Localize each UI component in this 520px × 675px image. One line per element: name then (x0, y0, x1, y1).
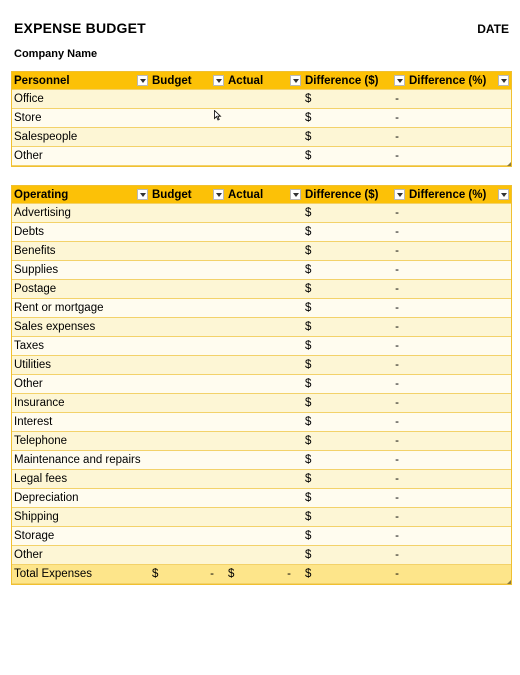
actual-cell[interactable] (226, 337, 303, 355)
total-label: Total Expenses (14, 568, 92, 580)
category-cell[interactable] (12, 90, 150, 108)
budget-cell[interactable] (150, 128, 226, 146)
budget-cell[interactable] (150, 261, 226, 279)
category-label: Store (14, 112, 42, 124)
difference-value: - (395, 473, 399, 485)
total-label-cell[interactable] (12, 565, 150, 583)
budget-cell[interactable] (150, 470, 226, 488)
actual-cell[interactable] (226, 546, 303, 564)
difference-value: - (395, 226, 399, 238)
table-resize-handle[interactable] (507, 580, 511, 584)
difference-percent-cell[interactable] (407, 299, 511, 317)
category-label: Debts (14, 226, 45, 238)
difference-value: - (395, 321, 399, 333)
difference-percent-cell[interactable] (407, 489, 511, 507)
difference-percent-cell[interactable] (407, 242, 511, 260)
category-cell[interactable] (12, 204, 150, 222)
table-row (12, 508, 511, 527)
currency-symbol: $ (305, 340, 312, 352)
category-cell[interactable] (12, 128, 150, 146)
difference-dollar-cell[interactable] (303, 318, 407, 336)
difference-dollar-cell[interactable] (303, 128, 407, 146)
category-label: Shipping (14, 511, 59, 523)
difference-value: - (395, 264, 399, 276)
actual-cell[interactable] (226, 508, 303, 526)
table-row (12, 394, 511, 413)
table-row (12, 356, 511, 375)
filter-dropdown-icon[interactable] (498, 189, 509, 200)
difference-value: - (395, 511, 399, 523)
difference-dollar-cell[interactable] (303, 394, 407, 412)
category-label: Insurance (14, 397, 65, 409)
difference-percent-cell[interactable] (407, 261, 511, 279)
currency-symbol: $ (305, 511, 312, 523)
currency-symbol: $ (305, 359, 312, 371)
table-row (12, 546, 511, 565)
difference-value: - (395, 416, 399, 428)
currency-symbol: $ (305, 549, 312, 561)
budget-cell[interactable] (150, 508, 226, 526)
date-label[interactable]: DATE (477, 22, 509, 36)
category-cell[interactable] (12, 470, 150, 488)
category-label: Utilities (14, 359, 52, 371)
category-label: Telephone (14, 435, 68, 447)
currency-symbol: $ (305, 473, 312, 485)
table-row (12, 451, 511, 470)
table-row (12, 90, 511, 109)
page-title: EXPENSE BUDGET (14, 20, 146, 36)
actual-cell[interactable] (226, 299, 303, 317)
budget-cell[interactable] (150, 147, 226, 165)
category-cell[interactable] (12, 280, 150, 298)
table-row (12, 261, 511, 280)
difference-value: - (395, 131, 399, 143)
difference-dollar-cell[interactable] (303, 451, 407, 469)
column-header[interactable] (226, 186, 303, 203)
currency-symbol: $ (305, 435, 312, 447)
column-header-label: Operating (14, 188, 69, 201)
category-cell[interactable] (12, 546, 150, 564)
difference-dollar-cell[interactable] (303, 280, 407, 298)
difference-value: - (395, 302, 399, 314)
category-label: Storage (14, 530, 55, 542)
table-row (12, 413, 511, 432)
difference-value: - (395, 150, 399, 162)
currency-symbol: $ (305, 378, 312, 390)
actual-cell[interactable] (226, 375, 303, 393)
currency-symbol: $ (305, 530, 312, 542)
currency-symbol: $ (228, 568, 235, 580)
category-cell[interactable] (12, 508, 150, 526)
budget-cell[interactable] (150, 527, 226, 545)
currency-symbol: $ (305, 416, 312, 428)
total-difference-dollar-cell[interactable] (303, 565, 407, 583)
currency-symbol: $ (305, 207, 312, 219)
actual-cell[interactable] (226, 394, 303, 412)
column-header[interactable] (150, 72, 226, 89)
category-cell[interactable] (12, 356, 150, 374)
column-header-label: Difference (%) (409, 188, 487, 201)
currency-symbol: $ (305, 150, 312, 162)
difference-percent-cell[interactable] (407, 413, 511, 431)
category-label: Maintenance and repairs (14, 454, 141, 466)
table-row (12, 489, 511, 508)
currency-symbol: $ (305, 264, 312, 276)
category-label: Taxes (14, 340, 45, 352)
difference-percent-cell[interactable] (407, 204, 511, 222)
category-cell[interactable] (12, 337, 150, 355)
total-value: - (210, 568, 214, 580)
difference-dollar-cell[interactable] (303, 242, 407, 260)
category-cell[interactable] (12, 223, 150, 241)
actual-cell[interactable] (226, 261, 303, 279)
difference-dollar-cell[interactable] (303, 489, 407, 507)
column-header-label: Budget (152, 188, 192, 201)
table-row (12, 147, 511, 166)
difference-percent-cell[interactable] (407, 375, 511, 393)
budget-cell[interactable] (150, 204, 226, 222)
category-label: Supplies (14, 264, 59, 276)
category-label: Salespeople (14, 131, 78, 143)
category-cell[interactable] (12, 451, 150, 469)
difference-value: - (395, 283, 399, 295)
difference-dollar-cell[interactable] (303, 432, 407, 450)
actual-cell[interactable] (226, 356, 303, 374)
category-cell[interactable] (12, 109, 150, 127)
difference-value: - (395, 530, 399, 542)
table-row (12, 109, 511, 128)
category-label: Legal fees (14, 473, 68, 485)
category-label: Office (14, 93, 44, 105)
table-row (12, 432, 511, 451)
difference-dollar-cell[interactable] (303, 223, 407, 241)
table-row (12, 242, 511, 261)
difference-dollar-cell[interactable] (303, 261, 407, 279)
budget-cell[interactable] (150, 90, 226, 108)
difference-percent-cell[interactable] (407, 394, 511, 412)
total-row (12, 565, 511, 584)
difference-value: - (395, 435, 399, 447)
actual-cell[interactable] (226, 489, 303, 507)
currency-symbol: $ (305, 226, 312, 238)
filter-dropdown-icon[interactable] (213, 189, 224, 200)
difference-dollar-cell[interactable] (303, 356, 407, 374)
column-header-label: Difference (%) (409, 74, 487, 87)
difference-value: - (395, 378, 399, 390)
difference-percent-cell[interactable] (407, 147, 511, 165)
category-cell[interactable] (12, 147, 150, 165)
category-cell[interactable] (12, 242, 150, 260)
difference-percent-cell[interactable] (407, 527, 511, 545)
operating-header-row (12, 186, 511, 204)
table-row (12, 223, 511, 242)
difference-dollar-cell[interactable] (303, 337, 407, 355)
difference-value: - (395, 245, 399, 257)
difference-percent-cell[interactable] (407, 90, 511, 108)
currency-symbol: $ (305, 568, 312, 580)
budget-cell[interactable] (150, 242, 226, 260)
difference-percent-cell[interactable] (407, 280, 511, 298)
difference-percent-cell[interactable] (407, 546, 511, 564)
currency-symbol: $ (305, 321, 312, 333)
table-row (12, 280, 511, 299)
operating-table (11, 185, 512, 585)
category-cell[interactable] (12, 527, 150, 545)
difference-dollar-cell[interactable] (303, 299, 407, 317)
column-header[interactable] (150, 186, 226, 203)
currency-symbol: $ (305, 131, 312, 143)
category-cell[interactable] (12, 432, 150, 450)
personnel-header-row (12, 72, 511, 90)
total-actual-cell[interactable] (226, 565, 303, 583)
table-resize-handle[interactable] (507, 162, 511, 166)
column-header[interactable] (407, 72, 511, 89)
difference-value: - (395, 549, 399, 561)
currency-symbol: $ (305, 492, 312, 504)
category-cell[interactable] (12, 394, 150, 412)
category-cell[interactable] (12, 318, 150, 336)
category-label: Other (14, 549, 43, 561)
category-cell[interactable] (12, 489, 150, 507)
budget-cell[interactable] (150, 337, 226, 355)
table-row (12, 318, 511, 337)
actual-cell[interactable] (226, 90, 303, 108)
difference-percent-cell[interactable] (407, 508, 511, 526)
column-header-label: Difference ($) (305, 188, 379, 201)
total-difference-percent-cell[interactable] (407, 565, 511, 583)
filter-dropdown-icon[interactable] (137, 75, 148, 86)
table-row (12, 470, 511, 489)
table-row (12, 299, 511, 318)
difference-dollar-cell[interactable] (303, 470, 407, 488)
budget-cell[interactable] (150, 489, 226, 507)
table-row (12, 128, 511, 147)
column-header[interactable] (303, 186, 407, 203)
difference-dollar-cell[interactable] (303, 508, 407, 526)
difference-dollar-cell[interactable] (303, 413, 407, 431)
difference-dollar-cell[interactable] (303, 109, 407, 127)
column-header-label: Personnel (14, 74, 70, 87)
difference-percent-cell[interactable] (407, 223, 511, 241)
difference-percent-cell[interactable] (407, 451, 511, 469)
category-label: Other (14, 150, 43, 162)
category-label: Advertising (14, 207, 71, 219)
difference-dollar-cell[interactable] (303, 204, 407, 222)
column-header[interactable] (303, 72, 407, 89)
difference-percent-cell[interactable] (407, 109, 511, 127)
actual-cell[interactable] (226, 280, 303, 298)
currency-symbol: $ (305, 245, 312, 257)
category-label: Interest (14, 416, 53, 428)
table-row (12, 337, 511, 356)
difference-value: - (395, 340, 399, 352)
currency-symbol: $ (305, 93, 312, 105)
currency-symbol: $ (305, 302, 312, 314)
actual-cell[interactable] (226, 527, 303, 545)
actual-cell[interactable] (226, 470, 303, 488)
difference-value: - (395, 93, 399, 105)
difference-dollar-cell[interactable] (303, 147, 407, 165)
budget-cell[interactable] (150, 375, 226, 393)
actual-cell[interactable] (226, 451, 303, 469)
filter-dropdown-icon[interactable] (213, 75, 224, 86)
category-label: Benefits (14, 245, 56, 257)
total-value: - (287, 568, 291, 580)
company-name[interactable]: Company Name (14, 48, 98, 60)
difference-dollar-cell[interactable] (303, 546, 407, 564)
table-row (12, 527, 511, 546)
difference-percent-cell[interactable] (407, 337, 511, 355)
category-cell[interactable] (12, 261, 150, 279)
category-label: Sales expenses (14, 321, 96, 333)
currency-symbol: $ (305, 112, 312, 124)
mouse-pointer-icon (214, 110, 222, 121)
difference-value: - (395, 207, 399, 219)
actual-cell[interactable] (226, 318, 303, 336)
total-budget-cell[interactable] (150, 565, 226, 583)
category-label: Postage (14, 283, 57, 295)
actual-cell[interactable] (226, 432, 303, 450)
difference-dollar-cell[interactable] (303, 90, 407, 108)
currency-symbol: $ (305, 397, 312, 409)
column-header-label: Budget (152, 74, 192, 87)
budget-cell[interactable] (150, 299, 226, 317)
filter-dropdown-icon[interactable] (498, 75, 509, 86)
difference-value: - (395, 359, 399, 371)
actual-cell[interactable] (226, 204, 303, 222)
filter-dropdown-icon[interactable] (290, 189, 301, 200)
budget-cell[interactable] (150, 280, 226, 298)
budget-cell[interactable] (150, 451, 226, 469)
table-row (12, 204, 511, 223)
column-header[interactable] (12, 72, 150, 89)
budget-cell[interactable] (150, 546, 226, 564)
budget-cell[interactable] (150, 223, 226, 241)
currency-symbol: $ (152, 568, 159, 580)
category-cell[interactable] (12, 375, 150, 393)
difference-dollar-cell[interactable] (303, 375, 407, 393)
personnel-table (11, 71, 512, 167)
table-row (12, 375, 511, 394)
column-header-label: Difference ($) (305, 74, 379, 87)
filter-dropdown-icon[interactable] (290, 75, 301, 86)
difference-percent-cell[interactable] (407, 128, 511, 146)
difference-value: - (395, 112, 399, 124)
actual-cell[interactable] (226, 242, 303, 260)
column-header[interactable] (226, 72, 303, 89)
budget-cell[interactable] (150, 356, 226, 374)
difference-percent-cell[interactable] (407, 470, 511, 488)
category-label: Other (14, 378, 43, 390)
difference-percent-cell[interactable] (407, 356, 511, 374)
category-label: Depreciation (14, 492, 79, 504)
category-cell[interactable] (12, 413, 150, 431)
filter-dropdown-icon[interactable] (394, 75, 405, 86)
budget-cell[interactable] (150, 413, 226, 431)
column-header-label: Actual (228, 188, 264, 201)
difference-value: - (395, 492, 399, 504)
total-value: - (395, 568, 399, 580)
actual-cell[interactable] (226, 128, 303, 146)
difference-percent-cell[interactable] (407, 318, 511, 336)
category-cell[interactable] (12, 299, 150, 317)
budget-cell[interactable] (150, 394, 226, 412)
difference-dollar-cell[interactable] (303, 527, 407, 545)
actual-cell[interactable] (226, 223, 303, 241)
actual-cell[interactable] (226, 109, 303, 127)
actual-cell[interactable] (226, 413, 303, 431)
currency-symbol: $ (305, 283, 312, 295)
actual-cell[interactable] (226, 147, 303, 165)
currency-symbol: $ (305, 454, 312, 466)
budget-cell[interactable] (150, 432, 226, 450)
filter-dropdown-icon[interactable] (137, 189, 148, 200)
difference-value: - (395, 397, 399, 409)
difference-value: - (395, 454, 399, 466)
column-header[interactable] (407, 186, 511, 203)
category-label: Rent or mortgage (14, 302, 104, 314)
column-header[interactable] (12, 186, 150, 203)
difference-percent-cell[interactable] (407, 432, 511, 450)
column-header-label: Actual (228, 74, 264, 87)
filter-dropdown-icon[interactable] (394, 189, 405, 200)
budget-cell[interactable] (150, 318, 226, 336)
